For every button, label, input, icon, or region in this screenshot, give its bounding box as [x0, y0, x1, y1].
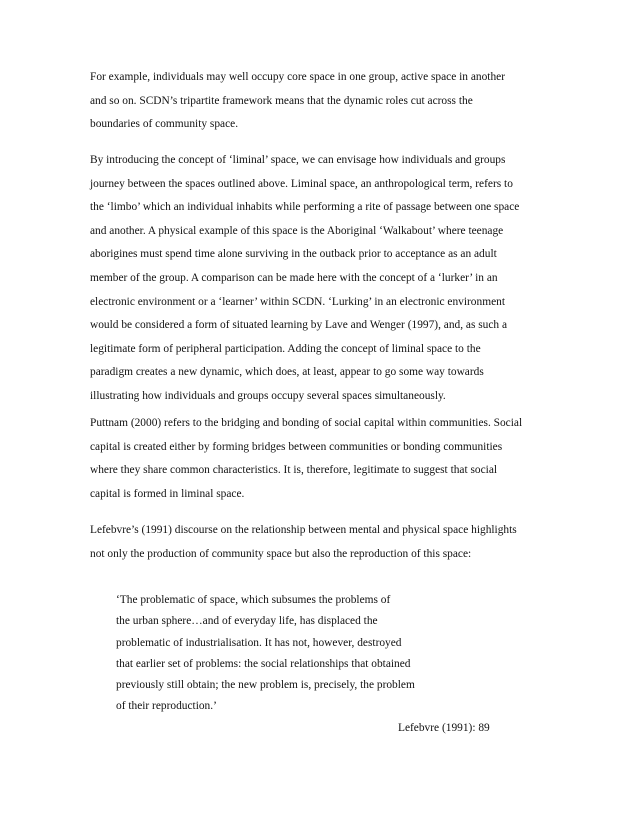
quote-line: the urban sphere…and of everyday life, has displaced the [116, 615, 378, 628]
paragraph-line: boundaries of community space. [90, 118, 239, 131]
paragraph-line: Puttnam (2000) refers to the bridging and bonding of social capital within communities. Social [90, 417, 523, 429]
paragraph-2 [90, 149, 580, 409]
paragraph-line: legitimate form of peripheral participation. Adding the concept of liminal space to the [90, 342, 481, 355]
quote-citation: Lefebvre (1991): 89 [398, 722, 490, 734]
paragraph-1 [90, 66, 580, 137]
paragraph-line: where they share common characteristics. It is, therefore, legitimate to suggest that social [90, 464, 498, 477]
paragraph-line: aborigines must spend time alone surviving in the outback prior to acceptance as an adult [90, 248, 497, 261]
quote-line: problematic of industrialisation. It has not, however, destroyed [116, 636, 402, 649]
paragraph-line: By introducing the concept of ‘liminal’ space, we can envisage how individuals and groups [90, 154, 506, 166]
paragraph-3 [90, 412, 580, 506]
paragraph-line: and so on. SCDN’s tripartite framework means that the dynamic roles cut across the [90, 94, 473, 107]
paragraph-line: not only the production of community space but also the reproduction of this space: [90, 547, 472, 560]
paragraph-4 [90, 519, 580, 566]
paragraph-line: illustrating how individuals and groups occupy several spaces simultaneously. [90, 389, 446, 402]
paragraph-line: capital is formed in liminal space. [90, 487, 245, 500]
paragraph-line: and another. A physical example of this space is the Aboriginal ‘Walkabout’ where teenage [90, 224, 504, 237]
quote-line: previously still obtain; the new problem is, precisely, the problem [116, 679, 415, 692]
paragraph-line: would be considered a form of situated learning by Lave and Wenger (1997), and, as such a [90, 319, 508, 332]
paragraph-line: the ‘limbo’ which an individual inhabits while performing a rite of passage between one space [90, 201, 520, 214]
quote-line: ‘The problematic of space, which subsumes the problems of [116, 594, 391, 606]
paragraph-line: electronic environment or a ‘learner’ within SCDN. ‘Lurking’ in an electronic environment [90, 295, 505, 308]
quote-line: of their reproduction.’ [116, 700, 217, 713]
block-quote [116, 590, 536, 718]
paragraph-line: member of the group. A comparison can be made here with the concept of a ‘lurker’ in an [90, 271, 498, 284]
quote-line: that earlier set of problems: the social relationships that obtained [116, 657, 411, 670]
paragraph-line: Lefebvre’s (1991) discourse on the relationship between mental and physical space highlights [90, 524, 517, 536]
paragraph-line: journey between the spaces outlined above. Liminal space, an anthropological term, refers to [90, 177, 513, 190]
paragraph-line: capital is created either by forming bridges between communities or bonding communities [90, 440, 503, 453]
paragraph-line: paradigm creates a new dynamic, which does, at least, appear to go some way towards [90, 366, 484, 379]
paragraph-line: For example, individuals may well occupy core space in one group, active space in another [90, 71, 505, 83]
